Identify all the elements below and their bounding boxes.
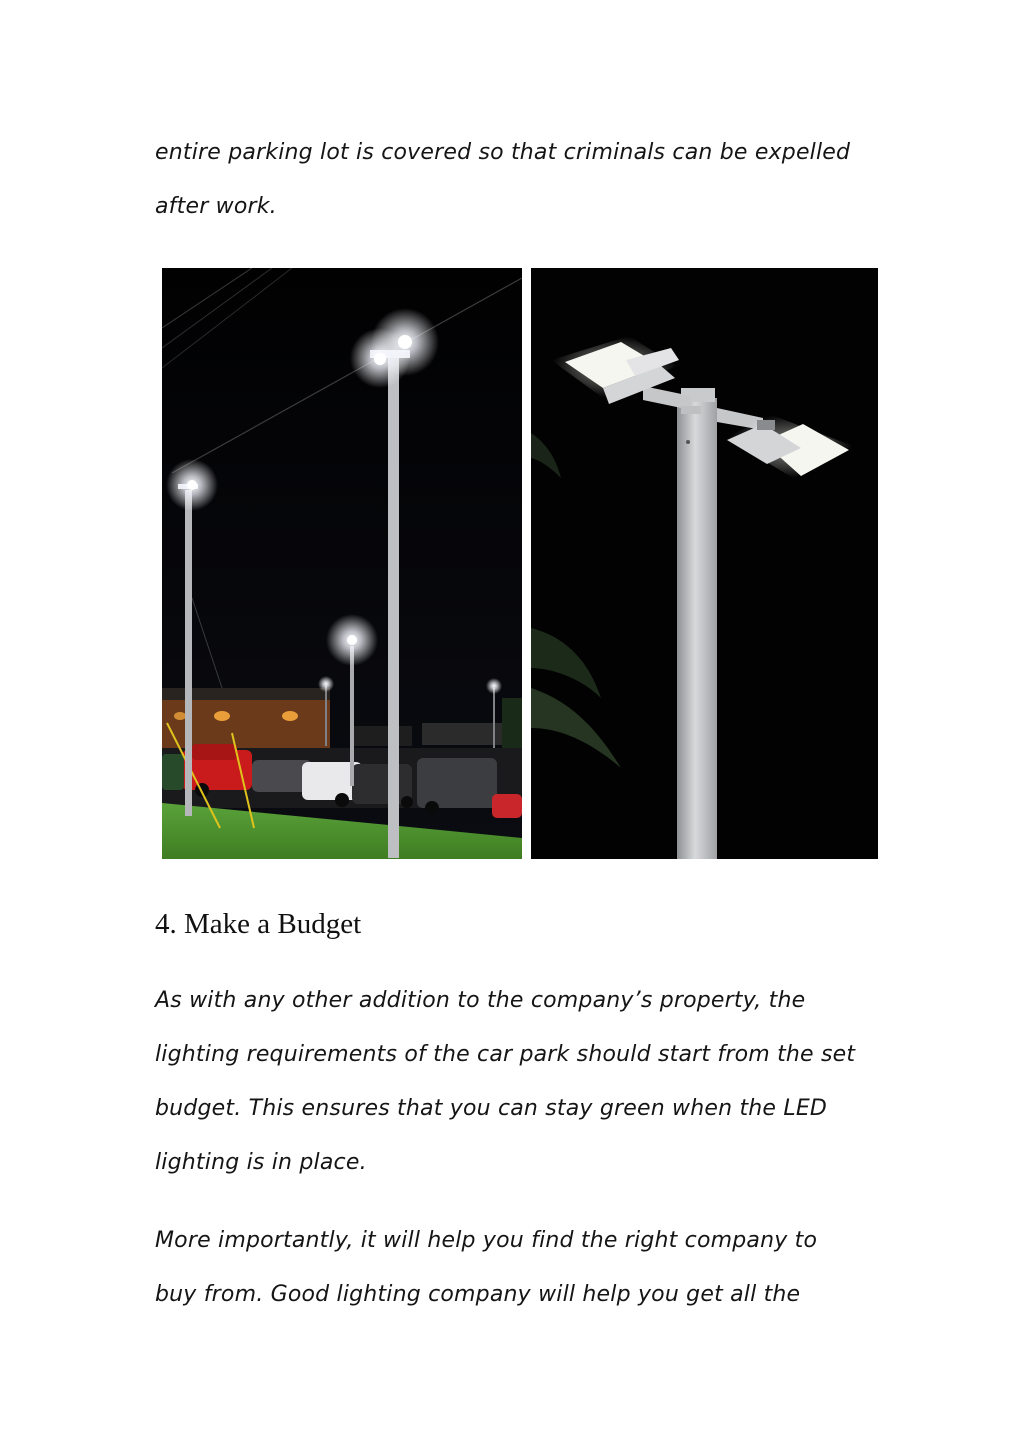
text-line: lighting is in place. [155,1150,367,1175]
company-paragraph [155,1214,895,1322]
text-line: lighting requirements of the car park should start from the set [155,1042,856,1067]
section-heading: 4. Make a Budget [155,908,362,940]
budget-paragraph [155,974,895,1190]
text-line: entire parking lot is covered so that criminals can be expelled [155,140,851,165]
intro-paragraph [155,126,895,234]
text-line: budget. This ensures that you can stay green when the LED [155,1096,828,1121]
parking-lot-lights-photo [162,268,522,859]
text-line: after work. [155,194,277,219]
led-street-light-photo [531,268,878,859]
text-line: More importantly, it will help you find the right company to [155,1228,818,1253]
text-line: buy from. Good lighting company will help you get all the [155,1282,801,1307]
text-line: As with any other addition to the company’s property, the [155,988,806,1013]
